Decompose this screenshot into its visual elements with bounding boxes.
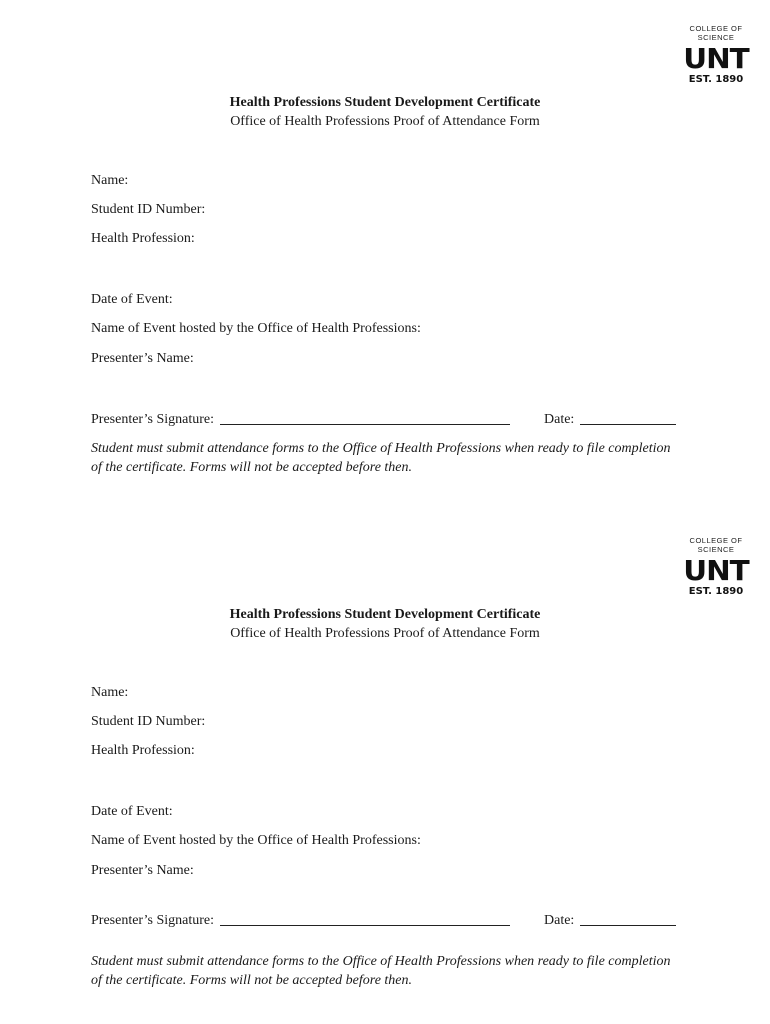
presenter-signature-field — [91, 410, 510, 428]
attendance-form-2 — [0, 512, 770, 1024]
date-field — [544, 911, 676, 929]
date-label: Date: — [544, 412, 575, 427]
submission-note: Student must submit attendance forms to the Office of Health Professions when ready to file completion of the certificate. Forms will not be accepted before then. — [91, 954, 671, 988]
presenter-signature-label: Presenter’s Signature: — [91, 412, 214, 427]
date-label: Date: — [544, 913, 575, 928]
date-of-event-field-label: Date of Event: — [91, 292, 173, 307]
date-field — [544, 410, 676, 428]
form-title: Health Professions Student Development Certificate — [229, 607, 541, 622]
form-subtitle: Office of Health Professions Proof of Attendance Form — [230, 626, 540, 641]
logo-est-text: EST. 1890 — [688, 74, 744, 85]
student-id-field-label: Student ID Number: — [91, 714, 206, 729]
name-field-label: Name: — [91, 173, 129, 188]
date-line[interactable] — [580, 410, 676, 425]
logo-unt-text: UNT — [683, 554, 749, 587]
logo-college-text: COLLEGE OF — [689, 24, 743, 33]
logo-unt-text: UNT — [683, 42, 749, 75]
form-title: Health Professions Student Development Certificate — [229, 95, 541, 110]
health-profession-field-label: Health Profession: — [91, 231, 195, 246]
name-field-label: Name: — [91, 685, 129, 700]
unt-college-of-science-logo — [676, 24, 756, 85]
event-name-field-label: Name of Event hosted by the Office of Health Professions: — [91, 321, 421, 336]
form-subtitle: Office of Health Professions Proof of Attendance Form — [230, 114, 540, 129]
date-line[interactable] — [580, 911, 676, 926]
presenter-name-field-label: Presenter’s Name: — [91, 863, 194, 878]
logo-est-text: EST. 1890 — [688, 586, 744, 597]
unt-college-of-science-logo — [676, 536, 756, 597]
presenter-signature-line[interactable] — [220, 410, 510, 425]
student-id-field-label: Student ID Number: — [91, 202, 206, 217]
logo-science-text: SCIENCE — [697, 33, 735, 42]
presenter-name-field-label: Presenter’s Name: — [91, 351, 194, 366]
date-of-event-field-label: Date of Event: — [91, 804, 173, 819]
event-name-field-label: Name of Event hosted by the Office of Health Professions: — [91, 833, 421, 848]
submission-note: Student must submit attendance forms to the Office of Health Professions when ready to file completion of the certificate. Forms will not be accepted before then. — [91, 441, 671, 475]
health-profession-field-label: Health Profession: — [91, 743, 195, 758]
presenter-signature-label: Presenter’s Signature: — [91, 913, 214, 928]
logo-science-text: SCIENCE — [697, 545, 735, 554]
presenter-signature-line[interactable] — [220, 911, 510, 926]
logo-college-text: COLLEGE OF — [689, 536, 743, 545]
presenter-signature-field — [91, 911, 510, 929]
